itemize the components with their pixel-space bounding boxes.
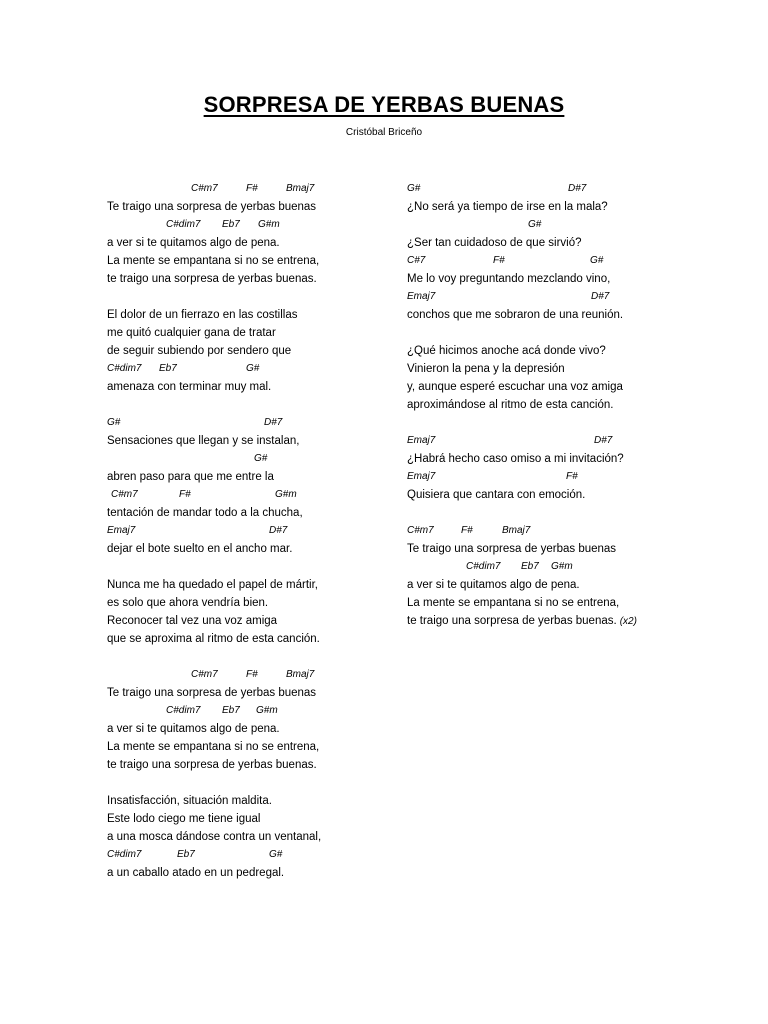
chord-line: [407, 252, 707, 270]
chord: G#: [269, 849, 283, 860]
chord: Emaj7: [407, 471, 436, 482]
lyric-line: es solo que ahora vendría bien.: [107, 597, 269, 609]
lyric-line: y, aunque esperé escuchar una voz amiga: [407, 381, 623, 393]
chord-line: [107, 216, 377, 234]
lyric-line: Nunca me ha quedado el papel de mártir,: [107, 579, 318, 591]
chord: F#: [493, 255, 505, 266]
lyric-line: Te traigo una sorpresa de yerbas buenas: [407, 543, 617, 555]
repeat-marker: (x2): [619, 616, 637, 627]
song-title: SORPRESA DE YERBAS BUENAS: [203, 92, 565, 117]
lyric-line: te traigo una sorpresa de yerbas buenas.: [107, 759, 317, 771]
chord-line: [407, 180, 707, 198]
chord: F#: [246, 669, 258, 680]
chord-line: [107, 702, 377, 720]
lyrics-column-right: [407, 180, 707, 630]
chord-line: [107, 180, 377, 198]
chord-line: [407, 216, 707, 234]
chord: G#m: [275, 489, 297, 500]
lyric-line: me quitó cualquier gana de tratar: [107, 327, 276, 339]
chord: Bmaj7: [286, 183, 315, 194]
chord-line: [107, 666, 377, 684]
lyric-line: te traigo una sorpresa de yerbas buenas.: [107, 273, 317, 285]
chord: C#dim7: [107, 849, 142, 860]
chord-line: [407, 522, 707, 540]
chord: Emaj7: [407, 291, 436, 302]
lyric-line: ¿Ser tan cuidadoso de que sirvió?: [407, 237, 582, 249]
lyric-line: dejar el bote suelto en el ancho mar.: [107, 543, 293, 555]
chord: G#: [407, 183, 421, 194]
chord: Bmaj7: [502, 525, 531, 536]
lyric-line: ¿Habrá hecho caso omiso a mi invitación?: [407, 453, 624, 465]
chord: F#: [566, 471, 578, 482]
chord-line: [107, 846, 377, 864]
chord: C#dim7: [107, 363, 142, 374]
chord-line: [407, 468, 707, 486]
chord: Bmaj7: [286, 669, 315, 680]
lyric-line: Te traigo una sorpresa de yerbas buenas: [107, 201, 317, 213]
lyric-line: La mente se empantana si no se entrena,: [107, 255, 320, 267]
chord: G#: [590, 255, 604, 266]
chord: Emaj7: [407, 435, 436, 446]
lyric-line: Quisiera que cantara con emoción.: [407, 489, 586, 501]
chord: F#: [461, 525, 473, 536]
lyric-line: Me lo voy preguntando mezclando vino,: [407, 273, 611, 285]
chord: D#7: [591, 291, 610, 302]
chord: C#dim7: [166, 705, 201, 716]
lyric-line: ¿Qué hicimos anoche acá donde vivo?: [407, 345, 606, 357]
lyric-line: que se aproxima al ritmo de esta canción.: [107, 633, 320, 645]
lyric-line: [407, 612, 707, 630]
chord-line: [107, 522, 377, 540]
chord: G#m: [258, 219, 280, 230]
lyric-line: a una mosca dándose contra un ventanal,: [107, 831, 322, 843]
lyric-line: tentación de mandar todo a la chucha,: [107, 507, 303, 519]
chord: C#dim7: [466, 561, 501, 572]
chord: D#7: [264, 417, 283, 428]
lyric-line: de seguir subiendo por sendero que: [107, 345, 292, 357]
lyric-line: a un caballo atado en un pedregal.: [107, 867, 285, 879]
lyric-line: a ver si te quitamos algo de pena.: [407, 579, 580, 591]
chord: D#7: [594, 435, 613, 446]
lyric-line: El dolor de un fierrazo en las costillas: [107, 309, 298, 321]
chord: Eb7: [222, 705, 240, 716]
lyrics-column-left: [107, 180, 377, 882]
chord: G#: [107, 417, 121, 428]
lyric-line: Te traigo una sorpresa de yerbas buenas: [107, 687, 317, 699]
chord: Eb7: [222, 219, 240, 230]
chord-line: [407, 558, 707, 576]
lyric-line: La mente se empantana si no se entrena,: [407, 597, 620, 609]
chord: C#m7: [111, 489, 138, 500]
chord-line: [107, 450, 377, 468]
lyric-line: Insatisfacción, situación maldita.: [107, 795, 272, 807]
chord: C#m7: [191, 183, 218, 194]
chord: G#: [254, 453, 268, 464]
lyric-line: Vinieron la pena y la depresión: [407, 363, 565, 375]
chord: C#dim7: [166, 219, 201, 230]
chord: G#m: [551, 561, 573, 572]
chord: Eb7: [177, 849, 195, 860]
lyric-line: abren paso para que me entre la: [107, 471, 274, 483]
chord: F#: [179, 489, 191, 500]
lyric-line: Este lodo ciego me tiene igual: [107, 813, 261, 825]
chord: G#: [246, 363, 260, 374]
lyric-line: ¿No será ya tiempo de irse en la mala?: [407, 201, 608, 213]
chord: Eb7: [159, 363, 177, 374]
chord-line: [107, 414, 377, 432]
chord: Emaj7: [107, 525, 136, 536]
chord: D#7: [568, 183, 587, 194]
chord-line: [107, 486, 377, 504]
lyric-line: amenaza con terminar muy mal.: [107, 381, 272, 393]
lyric-line: aproximándose al ritmo de esta canción.: [407, 399, 614, 411]
chord: C#m7: [191, 669, 218, 680]
lyric-line: a ver si te quitamos algo de pena.: [107, 237, 280, 249]
lyric-line: La mente se empantana si no se entrena,: [107, 741, 320, 753]
chord: C#m7: [407, 525, 434, 536]
chord: D#7: [269, 525, 288, 536]
lyric-text: te traigo una sorpresa de yerbas buenas.: [407, 615, 617, 627]
chord: G#: [528, 219, 542, 230]
chord-line: [107, 360, 377, 378]
chord: G#m: [256, 705, 278, 716]
chord-line: [407, 288, 707, 306]
lyric-line: Reconocer tal vez una voz amiga: [107, 615, 278, 627]
lyric-line: a ver si te quitamos algo de pena.: [107, 723, 280, 735]
chord-line: [407, 432, 707, 450]
lyric-line: Sensaciones que llegan y se instalan,: [107, 435, 300, 447]
chord: C#7: [407, 255, 426, 266]
chord: F#: [246, 183, 258, 194]
song-author: Cristóbal Briceño: [345, 127, 423, 138]
lyric-line: conchos que me sobraron de una reunión.: [407, 309, 624, 321]
chord: Eb7: [521, 561, 539, 572]
